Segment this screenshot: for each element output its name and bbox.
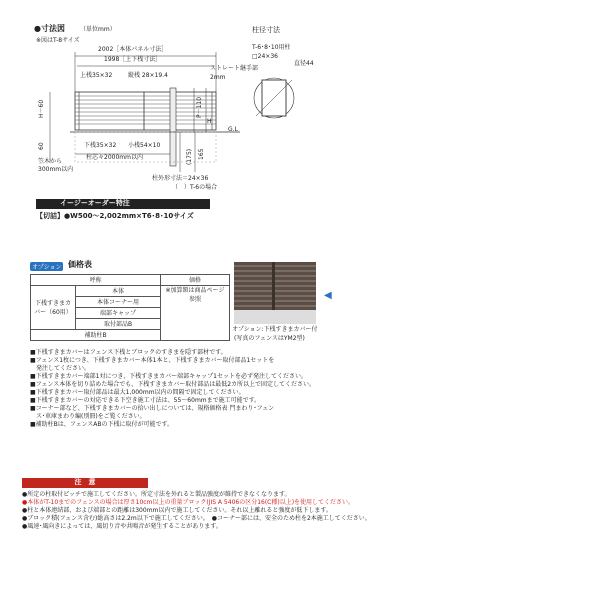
small-rail-label: 小桟54×10 (128, 142, 161, 149)
d165-label: 165 (198, 148, 205, 160)
dimension-title: ●寸法図 (34, 24, 65, 33)
caution-item: ●本体がT-10までのフェンスの場合は厚さ10cm以上の重量ブロック(JIS A 5406の区分16(C種)以上)を使用してください。 (22, 499, 355, 506)
caution-item: ●風速･風向きによっては、風切り音や共鳴音が発生することがあります。 (22, 523, 222, 530)
d60-label: 60 (38, 142, 45, 150)
item-corner: 本体コーナー用 (76, 297, 161, 308)
bullet-list (30, 349, 360, 429)
from-block-label-2: 300mm以内 (38, 166, 74, 173)
group-label: 下桟すきまカバー（60用） (31, 286, 76, 330)
bullet-item: ■下桟すきまカバーはフェンス下桟とブロックのすきまを隠す部材です。 (30, 349, 227, 356)
caution-item: ●ブロック積(フェンス含む)総高さは2.2m以下で施工してください。 ●コーナー部には、安全のため柱を2本施工してください。 (22, 515, 371, 522)
slate-joint-label: ストレート継手部 (210, 65, 259, 72)
photo-caption-2: (写真のフェンスはYM2型) (234, 335, 305, 342)
caution-item: ●所定の柱取付ピッチで施工してください。所定寸法を外れると製品強度が維持できなくなります。 (22, 491, 291, 498)
bullet-item: ■下桟すきまカバー取付部品は最大1,000mm以内の間隔で固定してください。 (30, 389, 245, 396)
p-110-label: P－110 (196, 96, 203, 118)
post-title: 柱径寸法 (252, 26, 280, 34)
h-label: H (207, 118, 212, 125)
vertical-rail-label: 縦桟 28×19.4 (128, 72, 168, 79)
cut-spec: 【切詰】●W500～2,002mm×T6･8･10サイズ (36, 212, 194, 220)
bullet-item: ■フェンス本体を切り詰めた場合でも、下桟すきまカバー取付部品は最低2カ所以上で固定してください。 (30, 381, 316, 388)
bullet-item: ■フェンス1枚につき、下桟すきまカバー本体1本と、下桟すきまカバー取付部品1セットを (30, 357, 275, 364)
option-badge: オプション (32, 264, 62, 271)
arrow-left-icon: ◀ (324, 290, 332, 301)
gl-label: G.L (228, 126, 238, 133)
post-outer-label-2: （ ）T-6の場合 (172, 184, 218, 191)
post-pitch-label: 柱芯々2000mm以内 (86, 154, 143, 161)
h-minus-60-label: H－60 (38, 99, 45, 118)
gap-label: 2mm (210, 74, 226, 81)
caution-item: ●柱と本体連結部、および端部との距離は300mm以内で施工してください。それ以上離れると強度が低下します。 (22, 507, 332, 514)
bullet-item: ■下桟すきまカバー端部1対につき、下桟すきまカバー端部キャップ1セットを必ず発注してください。 (30, 373, 307, 380)
post-diameter: 直径44 (294, 60, 314, 67)
header-price: 価格 (161, 275, 230, 286)
bullet-item: ■補助柱Bは、フェンスABの下桟に取付が可能です。 (30, 421, 174, 428)
caution-list (22, 491, 522, 531)
item-body: 本体 (76, 286, 161, 297)
fence-photo (234, 262, 316, 324)
item-mount: 取付部品B (76, 319, 161, 330)
w-panel-label: 2002［本体パネル寸法］ (98, 46, 168, 53)
item-support: 補助柱B (31, 330, 161, 341)
post-size: □24×36 (252, 53, 278, 60)
header-name: 呼称 (31, 275, 161, 286)
easy-order-banner: イージーオーダー特注 (36, 199, 210, 209)
bullet-item: ■コーナー部など、下桟すきまカバーの拾い出しについては、規格価格表 門まわり･フェン (30, 405, 275, 412)
lower-rail-label: 下桟35×32 (84, 142, 117, 149)
dimension-note: ※図はT-8サイズ (36, 37, 80, 44)
photo-caption-1: オプション:下桟すきまカバー付 (232, 326, 318, 333)
post-section-diagram (252, 66, 300, 126)
from-block-label-1: 笠木から (38, 158, 63, 165)
post-outer-label-1: 柱外形寸法＝24×36 (152, 175, 209, 182)
price-title: 価格表 (68, 260, 92, 269)
price-table (30, 274, 230, 341)
price-note: ※加算額は商品ページ参照 (161, 286, 230, 341)
dimension-unit: （単位mm） (80, 26, 116, 33)
d175-label: (175) (186, 148, 193, 165)
item-endcap: 端部キャップ (76, 308, 161, 319)
bullet-item: 発注してください。 (30, 365, 91, 372)
bullet-item: ス･車庫まわり編(別冊)をご覧ください。 (30, 413, 146, 420)
upper-rail-label: 上桟35×32 (80, 72, 113, 79)
post-sub: T-6･8･10用柱 (252, 44, 291, 51)
bullet-item: ■下桟すきまカバーの対応できる下空き施工寸法は、55～60mmまで施工可能です。 (30, 397, 261, 404)
caution-banner: 注 意 (22, 478, 148, 488)
w-upper-label: 1998［上下桟寸法］ (104, 56, 162, 63)
